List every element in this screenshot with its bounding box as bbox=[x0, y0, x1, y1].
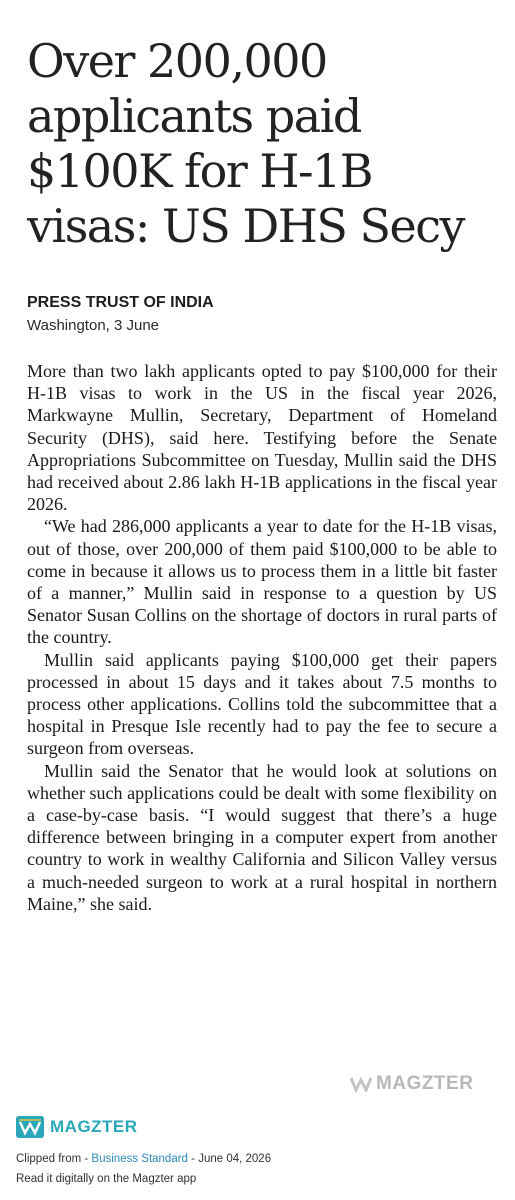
clip-date: - June 04, 2026 bbox=[187, 1153, 272, 1165]
clipped-from-line bbox=[16, 1153, 271, 1165]
article-body bbox=[27, 360, 497, 915]
publication-link[interactable]: Business Standard bbox=[91, 1153, 188, 1165]
clipped-prefix: Clipped from - bbox=[16, 1153, 92, 1165]
magzter-watermark bbox=[350, 1073, 473, 1095]
logo-text: MAGZTER bbox=[50, 1117, 138, 1136]
magzter-logo-icon bbox=[16, 1116, 44, 1138]
headline: Over 200,000 applicants paid $100K for H-1B visas: US DHS Secy bbox=[27, 34, 464, 253]
paragraph: Mullin said the Senator that he would look at solutions on whether such applications could be dealt with some flexibility on a case-by-case basis. “I would suggest that there’s a huge difference between bringing in a computer expert from another country to work in wealthy California and Silicon Valley versus a much-needed surgeon to work at a rural hospital in northern Maine,” she said. bbox=[27, 760, 497, 914]
paragraph: Mullin said applicants paying $100,000 get their papers processed in about 15 days and it takes about 7.5 months to process other applications. Collins told the subcommittee that a hospital in Presque Isle recently had to pay the fee to secure a surgeon from overseas. bbox=[27, 649, 497, 759]
paragraph: “We had 286,000 applicants a year to date for the H-1B visas, out of those, over 200,000 of them paid $100,000 to be able to come in because it allows us to process them in a little bit faster of a manner,” Mullin said in response to a question by US Senator Susan Collins on the shortage of doctors in rural parts of the country. bbox=[27, 516, 497, 648]
paragraph: More than two lakh applicants opted to pay $100,000 for their H-1B visas to work in the US in the fiscal year 2026, Markwayne Mullin, Secretary, Department of Homeland Security (DHS), said here. Testifying before the Senate Appropriations Subcommittee on Tuesday, Mullin said the DHS had received about 2.86 lakh H-1B applications in the fiscal year 2026. bbox=[27, 361, 497, 515]
watermark-text: MAGZTER bbox=[376, 1073, 474, 1094]
dateline: Washington, 3 June bbox=[27, 317, 160, 334]
magzter-logo[interactable] bbox=[16, 1116, 138, 1138]
read-digitally-line: Read it digitally on the Magzter app bbox=[16, 1173, 197, 1185]
byline-source: PRESS TRUST OF INDIA bbox=[27, 294, 214, 311]
magzter-mark-icon bbox=[350, 1076, 372, 1092]
